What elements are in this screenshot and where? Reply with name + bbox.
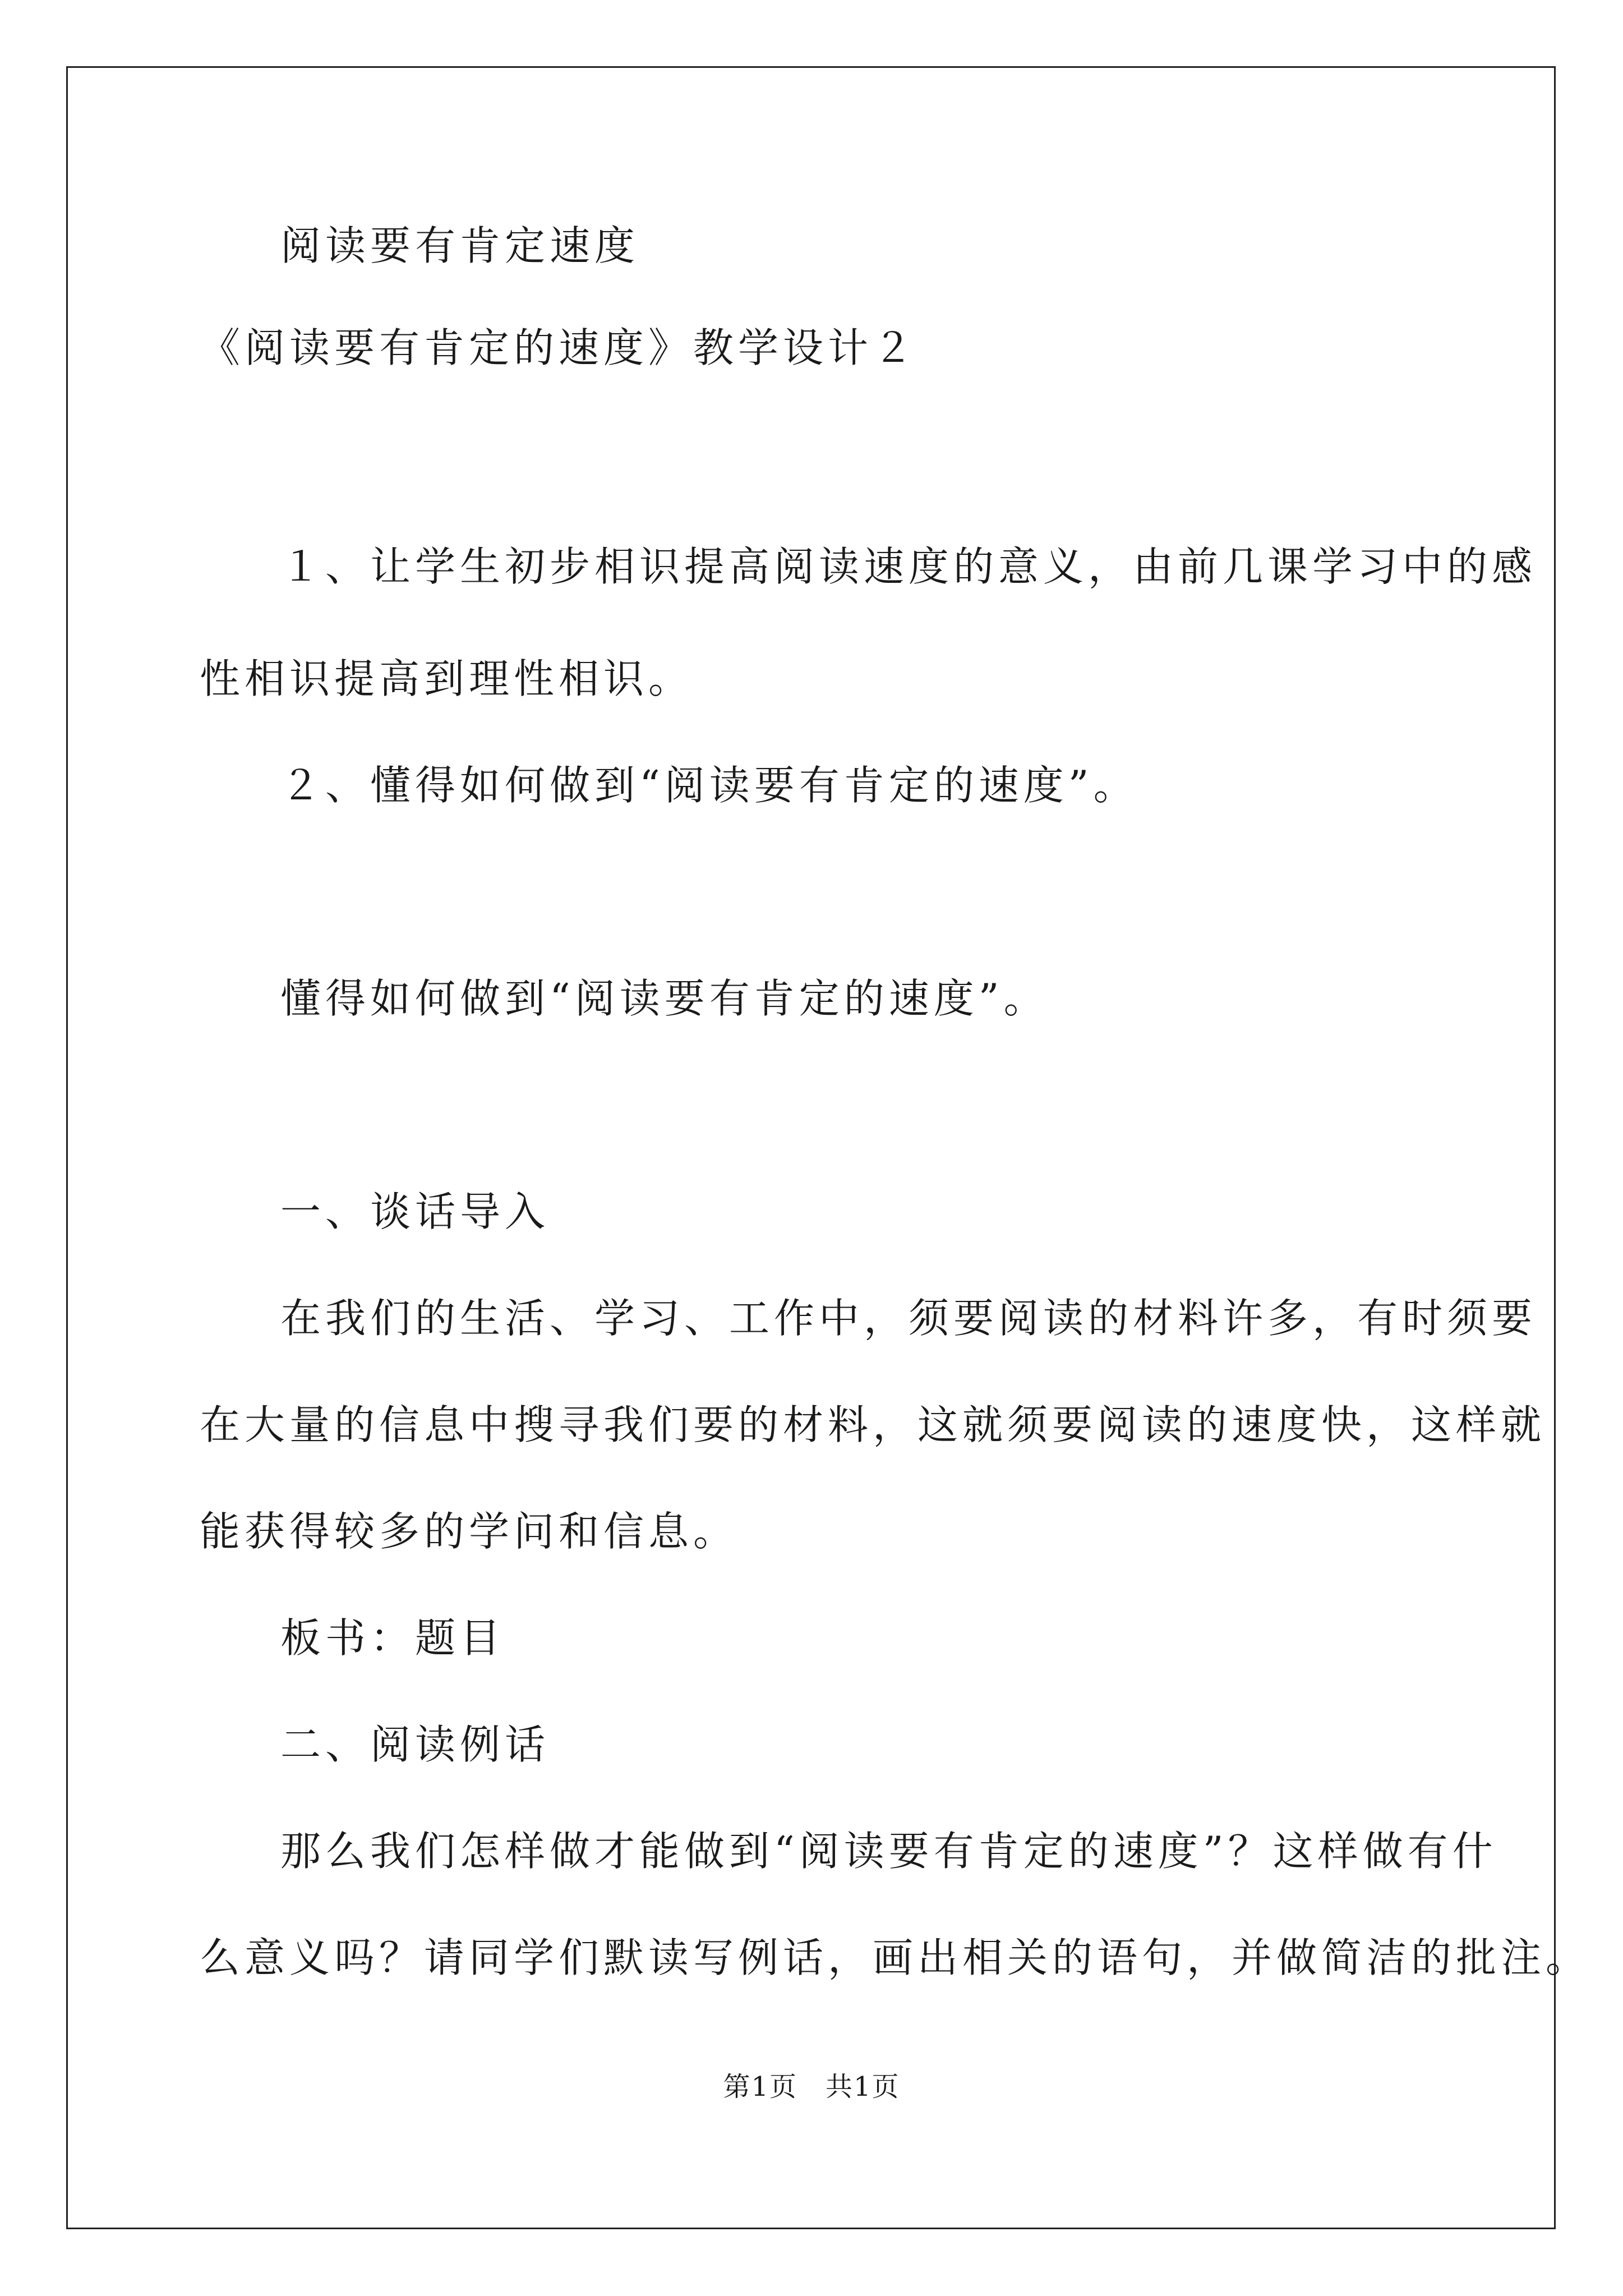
paragraph-line: １、让学生初步相识提高阅读速度的意义，由前几课学习中的感 xyxy=(280,543,1537,590)
paragraph-line: 性相识提高到理性相识。 xyxy=(200,655,694,702)
section-heading: 一、谈话导入 xyxy=(280,1188,550,1235)
paragraph-line: 在大量的信息中搜寻我们要的材料，这就须要阅读的速度快，这样就 xyxy=(200,1401,1546,1448)
paragraph-line: 么意义吗？请同学们默读写例话，画出相关的语句，并做简洁的批注。 xyxy=(200,1934,1591,1981)
paragraph-line: 能获得较多的学问和信息。 xyxy=(200,1508,739,1555)
paragraph-line: 那么我们怎样做才能做到“阅读要有肯定的速度”？这样做有什 xyxy=(280,1828,1497,1875)
paragraph-line: 在我们的生活、学习、工作中，须要阅读的材料许多，有时须要 xyxy=(280,1295,1537,1342)
document-title: 阅读要有肯定速度 xyxy=(280,222,640,269)
document-subtitle: 《阅读要有肯定的速度》教学设计２ xyxy=(200,324,918,371)
page-number: 第1页 共1页 xyxy=(723,2071,900,2102)
paragraph-line: ２、懂得如何做到“阅读要有肯定的速度”。 xyxy=(280,762,1138,809)
paragraph-line: 懂得如何做到“阅读要有肯定的速度”。 xyxy=(280,975,1049,1022)
paragraph-line: 板书：题目 xyxy=(280,1614,505,1662)
page-border xyxy=(66,66,1556,2229)
section-heading: 二、阅读例话 xyxy=(280,1721,550,1768)
